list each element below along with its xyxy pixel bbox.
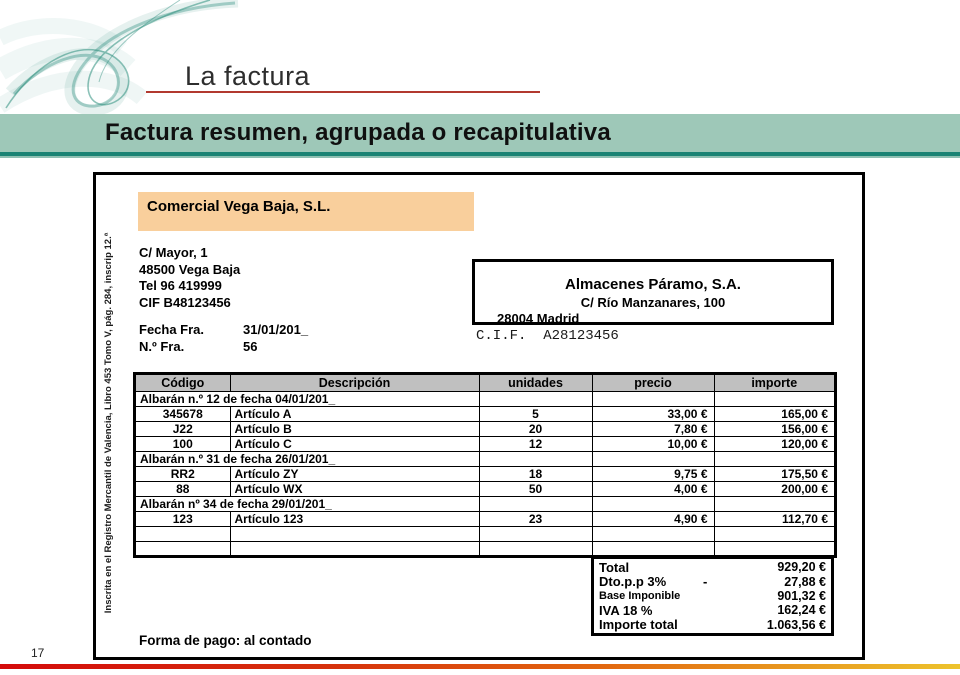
column-header: Código [135,374,230,391]
seller-address-line: 48500 Vega Baja [139,261,241,277]
column-header: Descripción [230,374,479,391]
customer-city: 28004 Madrid [497,311,580,326]
invoice-date-label: Fecha Fra. [139,322,205,337]
albaran-group-title: Albarán n.º 31 de fecha 26/01/201_ [135,451,479,466]
invoice-sheet [93,172,865,660]
seller-address-line: C/ Mayor, 1 [139,245,208,260]
empty-row [135,541,835,556]
albaran-group-row [135,391,835,406]
totals-dash: - [703,574,708,590]
customer-name: Almacenes Páramo, S.A. [565,276,741,293]
albaran-group-row [135,496,835,511]
page-number: 17 [31,646,45,660]
invoice-number-value: 56 [243,339,258,354]
seller-address-line: Tel 96 419999 [139,278,222,293]
invoice-number-row [139,338,308,355]
customer-street: C/ Río Manzanares, 100 [580,295,726,310]
totals-label: Dto.p.p 3% [599,574,667,590]
totals-row [594,574,831,588]
totals-label: Importe total [599,617,678,633]
totals-row [594,589,831,603]
totals-value: 27,88 € [784,574,826,589]
title-underline [146,91,540,93]
invoice-number-label: N.º Fra. [139,339,185,354]
items-table-header-row [135,374,835,391]
totals-row [594,603,831,617]
totals-label: Base Imponible [599,589,681,602]
totals-label: IVA 18 % [599,602,653,618]
registry-note-vertical: Inscrita en el Registro Mercantil de Valencia, Libro 453 Tomo V, pág. 284, inscrip 12.ª [103,232,114,614]
albaran-group-row [135,451,835,466]
invoice-item-row: J22 Artículo B 20 7,80 € 156,00 € [135,421,835,436]
customer-cif: C.I.F. A28123456 [476,328,619,344]
totals-box [591,556,834,636]
invoice-date-row [139,321,308,338]
slide-title: La factura [185,61,311,91]
invoice-table-body [135,391,835,556]
column-header: unidades [479,374,592,391]
column-header: importe [714,374,835,391]
totals-label: Total [599,559,630,575]
invoice-items-table [134,373,836,557]
seller-name-banner: Comercial Vega Baja, S.L. [138,192,474,231]
totals-value: 1.063,56 € [766,617,826,632]
invoice-item-row: 123 Artículo 123 23 4,90 € 112,70 € [135,511,835,526]
totals-row [594,560,831,574]
totals-value: 162,24 € [777,603,826,618]
invoice-item-row: 345678 Artículo A 5 33,00 € 165,00 € [135,406,835,421]
section-banner-text: Factura resumen, agrupada o recapitulativa [105,119,611,146]
customer-address-box [472,259,834,325]
bottom-accent-bar [0,664,960,669]
seller-address-block [139,245,240,311]
totals-value: 901,32 € [777,588,826,603]
section-banner [0,114,960,152]
totals-value: 929,20 € [777,560,826,575]
empty-row [135,526,835,541]
column-header: precio [592,374,714,391]
seller-address-line: CIF B48123456 [139,294,231,310]
invoice-date-value: 31/01/201_ [243,322,309,337]
banner-rule-light [0,156,960,158]
payment-method: Forma de pago: al contado [139,633,312,648]
invoice-item-row: RR2 Artículo ZY 18 9,75 € 175,50 € [135,466,835,481]
invoice-item-row: 100 Artículo C 12 10,00 € 120,00 € [135,436,835,451]
invoice-item-row: 88 Artículo WX 50 4,00 € 200,00 € [135,481,835,496]
invoice-meta-block [139,321,308,355]
totals-row [594,618,831,632]
albaran-group-title: Albarán n.º 12 de fecha 04/01/201_ [135,391,479,406]
albaran-group-title: Albarán nº 34 de fecha 29/01/201_ [135,496,479,511]
